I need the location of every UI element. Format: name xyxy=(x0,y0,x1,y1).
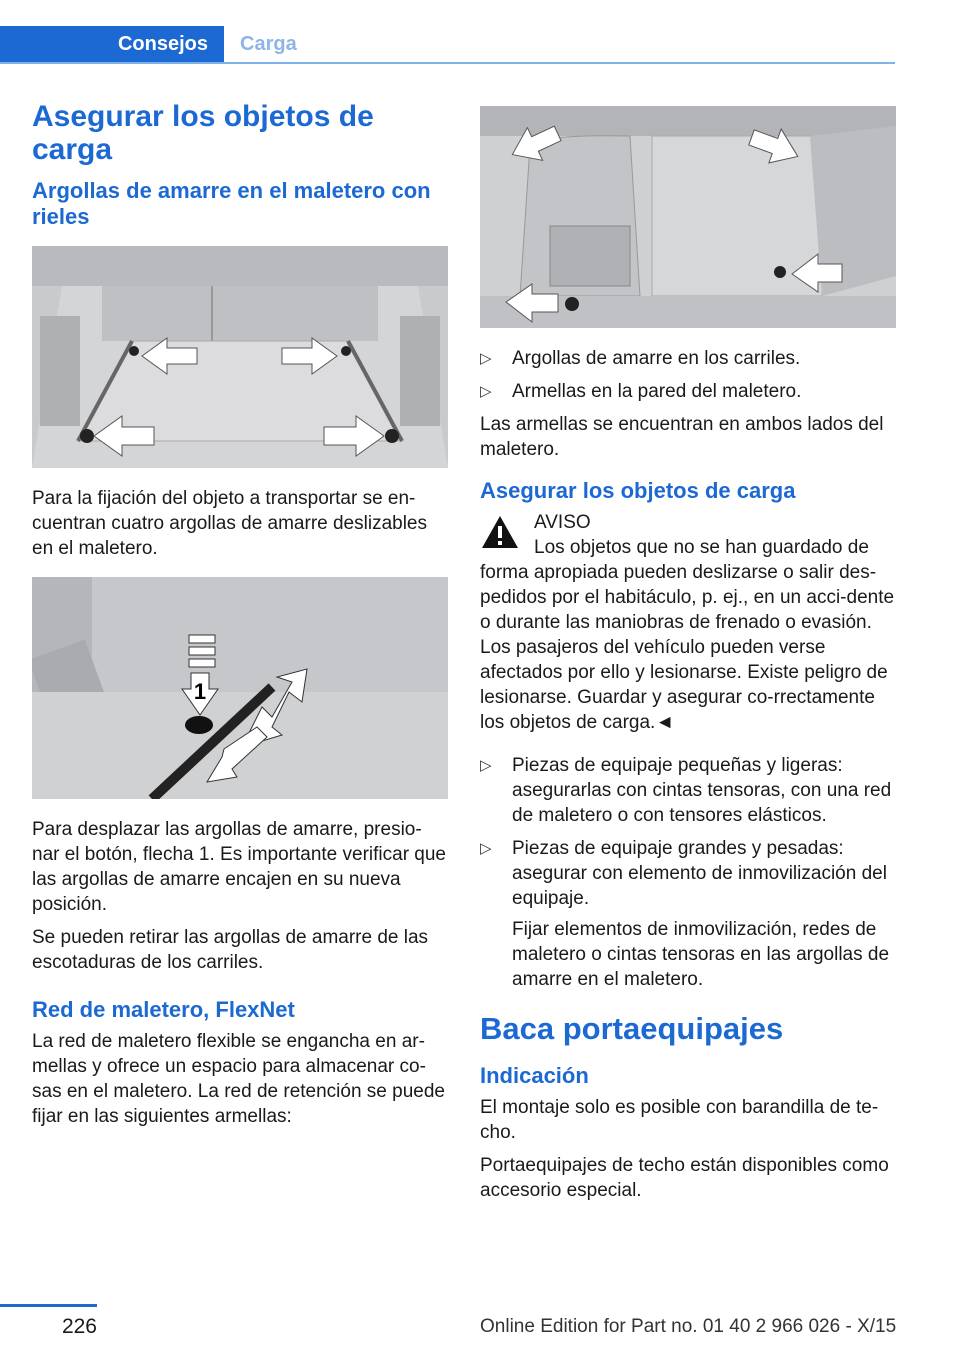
list-item: ▷ Piezas de equipaje grandes y pesadas: asegurar con elemento de inmovilización del equipaje. Fijar elementos de inmovilización, redes de maletero o cintas tensoras en las argollas de amarre en el maletero. xyxy=(480,836,896,992)
list-item: ▷ Armellas en la pared del maletero. xyxy=(480,381,802,402)
warning-text: Los objetos que no se han guardado de forma apropiada pueden deslizarse o salir des-pedidos por el habitáculo, p. ej., en un acci-dente o durante las maniobras de frenado o evasión. Los pasajeros del vehículo pueden verse afectados por ello y lesionarse. Existe peligro de lesionarse. Guardar y asegurar co-rrectamente los objetos de carga.◄ xyxy=(480,537,895,733)
trunk-rings-illustration xyxy=(32,246,448,468)
ring-locations-list xyxy=(480,346,896,404)
footer-text: Online Edition for Part no. 01 40 2 966 026 - X/15 xyxy=(480,1316,897,1337)
callout-number: 1 xyxy=(193,679,207,704)
paragraph-remove-rings: Se pueden retirar las argollas de amarre de las escotaduras de los carriles. xyxy=(32,927,429,973)
page-title: Asegurar los objetos de carga xyxy=(32,100,374,166)
left-column xyxy=(32,100,448,1137)
section-tabs xyxy=(0,26,895,64)
list-item-continuation: Fijar elementos de inmovilización, redes de maletero o cintas tensoras en las argollas de amarre en el maletero. xyxy=(512,919,890,990)
tab-carga[interactable]: Carga xyxy=(240,32,297,55)
paragraph-mounting: El montaje solo es posible con barandilla de te-cho. xyxy=(480,1097,879,1143)
warning-box xyxy=(480,510,896,735)
paragraph-accessory: Portaequipajes de techo están disponibles como accesorio especial. xyxy=(480,1155,889,1201)
subheading-tie-down-rings: Argollas de amarre en el maletero con rieles xyxy=(32,178,431,229)
list-item: ▷ Piezas de equipaje pequeñas y ligeras: asegurarlas con cintas tensoras, con una red de maletero o con tensores elásticos. xyxy=(480,755,892,826)
warning-label: AVISO xyxy=(534,512,591,533)
rail-ring-illustration xyxy=(32,577,448,799)
tab-consejos[interactable]: Consejos xyxy=(0,26,224,62)
list-item: ▷ Argollas de amarre en los carriles. xyxy=(480,348,801,369)
bullet-triangle-icon: ▷ xyxy=(480,757,492,774)
bullet-triangle-icon: ▷ xyxy=(480,350,492,367)
bullet-triangle-icon: ▷ xyxy=(480,383,492,400)
page-number: 226 xyxy=(0,1304,97,1339)
paragraph-move-rings: Para desplazar las argollas de amarre, presio-nar el botón, flecha 1. Es importante verificar que las argollas de amarre encajen en su nueva posición. xyxy=(32,819,447,915)
section-title-roof-rack: Baca portaequipajes xyxy=(480,1011,784,1046)
paragraph-flexnet: La red de maletero flexible se engancha en ar-mellas y ofrece un espacio para almacenar co-sas en el maletero. La red de retención se puede fijar en las siguientes armellas: xyxy=(32,1031,445,1127)
paragraph-both-sides: Las armellas se encuentran en ambos lados del maletero. xyxy=(480,414,884,460)
paragraph-four-rings: Para la fijación del objeto a transportar se en-cuentran cuatro argollas de amarre deslizables en el maletero. xyxy=(32,488,427,559)
trunk-side-wall-illustration xyxy=(480,106,896,328)
warning-triangle-icon xyxy=(480,514,520,550)
subheading-note: Indicación xyxy=(480,1063,589,1088)
subheading-flexnet: Red de maletero, FlexNet xyxy=(32,997,295,1022)
right-column xyxy=(480,100,896,1211)
cargo-securing-list xyxy=(480,753,896,992)
subheading-secure-cargo: Asegurar los objetos de carga xyxy=(480,478,796,503)
bullet-triangle-icon: ▷ xyxy=(480,840,492,857)
